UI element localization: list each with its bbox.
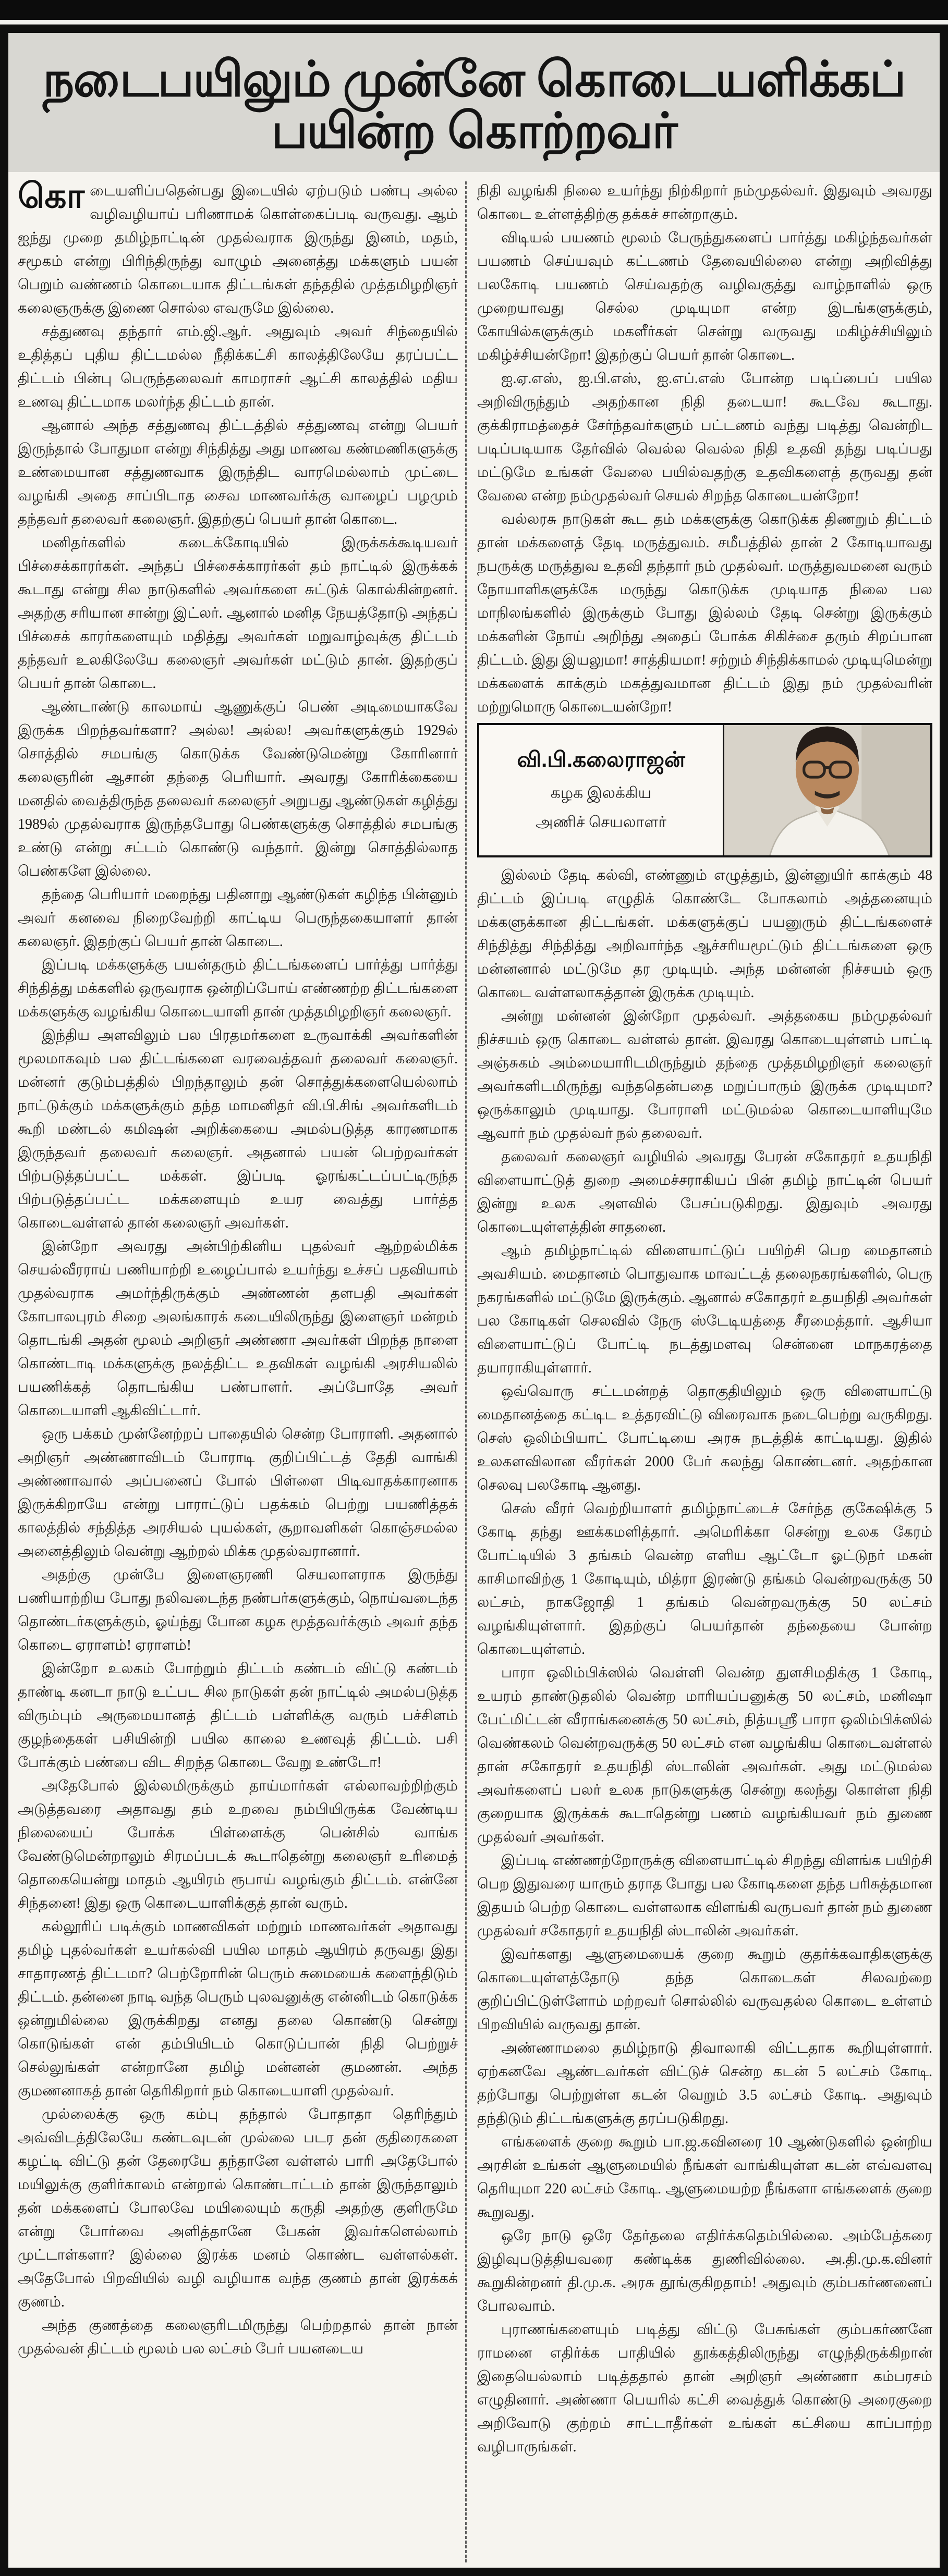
paragraph: அதேபோல் இல்லமிருக்கும் தாய்மார்கள் எல்லாவற்றிற்கும் அடுத்தவரை அதாவது தம் உறவை நம்பியிருக்க வேண்டிய நிலையைப் போக்க பிள்ளைக்கு பென்சில் வாங்க வேண்டுமென்றாலும் சிரமப்படக் கூடாதென்று கலைஞர் உரிமைத் தொகையென்று மாதம் ஆயிரம் ரூபாய் வழங்கும் திட்டம். என்னே சிந்தனை! இது ஒரு கொடையாளிக்குத் தான் வரும். [18, 1778, 458, 1912]
dropcap: கொ [18, 179, 85, 216]
paragraph: இன்றோ உலகம் போற்றும் திட்டம் கண்டம் விட்டு கண்டம் தாண்டி கனடா நாடு உட்பட சில நாடுகள் தன் நாட்டில் அமல்படுத்த விரும்பும் அருமையானத் திட்டம் பள்ளிக்கு வரும் பச்சிளம் குழந்தைகள் பசியின்றி பயில காலை உணவுத் திட்டம். பசி போக்கும் பண்பை விட சிறந்த கொடை வேறு உண்டோ! [18, 1661, 458, 1771]
article-frame [0, 24, 948, 2576]
top-band [0, 0, 948, 20]
paragraph: ஆனால் அந்த சத்துணவு திட்டத்தில் சத்துணவு என்று பெயர் இருந்தால் போதுமா என்று சிந்தித்து அது மாணவ கண்மணிகளுக்கு உண்மையான சத்துணவாக இருந்திட வாரமெல்லாம் முட்டை வழங்கி அதை சாப்பிடாத சைவ மாணவர்க்கு வாழைப் பழமும் தந்தவர் தலைவர் கலைஞர். இதற்குப் பெயர் தான் கொடை. [18, 418, 458, 528]
paragraph: எங்களைக் குறை கூறும் பா.ஜ.கவினரை 10 ஆண்டுகளில் ஒன்றிய அரசின் உங்கள் ஆளுமையில் நீங்கள் வாங்கியுள்ள கடன் எவ்வளவு தெரியுமா 220 லட்சம் கோடி. ஆளுமையற்ற நீங்களா எங்களைக் குறை கூறுவது. [477, 2134, 932, 2221]
paragraph: ஒவ்வொரு சட்டமன்றத் தொகுதியிலும் ஒரு விளையாட்டு மைதானத்தை கட்டிட உத்தரவிட்டு விரைவாக நடைபெற்று வருகிறது. செஸ் ஒலிம்பியாட் போட்டியை அரசு நடத்திக் காட்டியது. இதில் உலகளவிலான வீரர்கள் 2000 பேர் கலந்து கொண்டனர். அதற்கான செலவு பலகோடி ஆனது. [477, 1383, 932, 1494]
top-separator-line [0, 20, 948, 24]
paragraph: அதற்கு முன்பே இளைஞரணி செயலாளராக இருந்து பணியாற்றிய போது நலிவடைந்த நண்பர்களுக்கும், நொய்வடைந்த தொண்டர்களுக்கும், ஓய்ந்து போன கழக மூத்தவர்க்கும் அவர் தந்த கொடை ஏராளம்! ஏராளம்! [18, 1567, 458, 1654]
paragraph: கல்லூரிப் படிக்கும் மாணவிகள் மற்றும் மாணவர்கள் அதாவது தமிழ் புதல்வர்கள் உயர்கல்வி பயில மாதம் ஆயிரம் தருவது இது சாதாரணத் திட்டமா? பெற்றோரின் பெரும் சுமையைக் களைந்திடும் திட்டம். தன்னை நாடி வந்த பெரும் புலவனுக்கு என்னிடம் கொடுக்க ஒன்றுமில்லை இருக்கிறது எனது தலை கொண்டு சென்று கொடுங்கள் என் தம்பியிடம் கொடுப்பான் நிதி பெற்றுச் செல்லுங்கள் என்றானே தமிழ் மன்னன் குமணன். அந்த குமணனாகத் தான் தெரிகிறார் நம் கொடையாளி முதல்வர். [18, 1919, 458, 2100]
article-body [8, 172, 940, 2568]
author-role-line1: கழக இலக்கிய [550, 784, 652, 802]
paragraph: ஒரே நாடு ஒரே தேர்தலை எதிர்க்கதெம்பில்லை. அம்பேத்கரை இழிவுபடுத்தியவரை கண்டிக்க துணிவில்லை. அ.தி.மு.க.வினர் கூறுகின்றனர் தி.மு.க. அரசு தூங்குகிறதாம்! அதுவும் கும்பகர்ணனைப் போலவாம். [477, 2228, 932, 2315]
paragraph: தந்தை பெரியார் மறைந்து பதினாறு ஆண்டுகள் கழிந்த பின்னும் அவர் கனவை நிறைவேற்றி காட்டிய பெருந்தகையாளர் தான் கலைஞர். இதற்குப் பெயர் தான் கொடை. [18, 887, 458, 950]
paragraph: விடியல் பயணம் மூலம் பேருந்துகளைப் பார்த்து மகிழ்ந்தவர்கள் பயணம் செய்யவும் கட்டணம் தேவையில்லை என்று அறிவித்து பலகோடி பயணம் செய்வதற்கு வழிவகுத்து வாழ்நாளில் ஒரு முறையாவது செல்ல முடியுமா என்ற இடங்களுக்கும், கோயில்களுக்கும் மகளீர்கள் சென்று வருவது மகிழ்ச்சியிலும் மகிழ்ச்சியன்றோ! இதற்குப் பெயர் தான் கொடை. [477, 230, 932, 364]
author-photo [724, 725, 930, 855]
paragraph: புராணங்களையும் படித்து விட்டு பேசுங்கள் கும்பகர்ணனே ராமனை எதிர்க்க பாதியில் தூக்கத்திலிருந்து எழுந்திருக்கிறான் இதையெல்லாம் படித்ததால் தான் அறிஞர் அண்ணா கம்பரசம் எழுதினார். அண்ணா பெயரில் கட்சி வைத்துக் கொண்டு அரைகுறை அறிவோடு குற்றம் சாட்டாதீர்கள் உங்கள் கட்சியை காப்பாற்ற வழிபாருங்கள். [477, 2322, 932, 2456]
author-role-line2: அணிச் செயலாளர் [536, 813, 667, 831]
author-photo-illustration [724, 725, 930, 855]
paragraph: ஒரு பக்கம் முன்னேற்றப் பாதையில் சென்ற போராளி. அதனால் அறிஞர் அண்ணாவிடம் போராடி குறிப்பிட்டத் தேதி வாங்கி அண்ணாவால் அப்பனைப் போல் பிள்ளை பிடிவாதக்காரனாக இருக்கிறாயே என்று பாராட்டுப் பதக்கம் பெற்று பயணித்தக் காலத்தில் சந்தித்த அரசியல் புயல்கள், சூறாவளிகள் கொஞ்சமல்ல அனைத்திலும் வென்று ஆற்றல் மிக்க முதல்வரானார். [18, 1426, 458, 1560]
headline: நடைபயிலும் முன்னே கொடையளிக்கப் பயின்ற கொற்றவர் [8, 33, 940, 172]
paragraph: ஐ.ஏ.எஸ், ஐ.பி.எஸ், ஐ.எப்.எஸ் போன்ற படிப்பைப் பயில அறிவிருந்தும் அதற்கான நிதி தடையா! கூடவே கூடாது. குக்கிராமத்தைச் சேர்ந்தவர்களும் பட்டணம் வந்து படித்து வென்றிட படிப்படியாக தேர்வில் வெல்ல வெல்ல நிதி உதவி தந்து படிப்பது மட்டுமே உங்கள் வேலை பயில்வதற்கு உதவிகளைத் தருவது தன் வேலை என்ற நம்முதல்வர் செயல் சிறந்த கொடையன்றோ! [477, 371, 932, 505]
paragraph: பாரா ஒலிம்பிக்ஸில் வெள்ளி வென்ற துளசிமதிக்கு 1 கோடி, உயரம் தாண்டுதலில் வென்ற மாரியப்பனுக்கு 50 லட்சம், மனிஷா பேட்மிட்டன் வீராங்கனைக்கு 50 லட்சம், நித்யஸ்ரீ பாரா ஒலிம்பிக்ஸில் வெண்கலம் வென்றவருக்கு 50 லட்சம் என வழங்கிய கொடைவள்ளல் தான் சகோதரர் உதயநிதி ஸ்டாலின் அவர்கள். அது மட்டுமல்ல அவர்களைப் பலர் உலக நாடுகளுக்கு சென்று கலந்து கொள்ள நிதி குறையாக இருக்கக் கூடாதென்று பணம் வழங்கியவர் நம் துணை முதல்வர் அவர்கள். [477, 1665, 932, 1846]
paragraph: இப்படி எண்ணற்றோருக்கு விளையாட்டில் சிறந்து விளங்க பயிற்சி பெற இதுவரை யாரும் தராத போது பல கோடிகளை தந்த பரிசுத்தமான இதயம் பெற்ற கொடை வள்ளலாக விளங்கி வருபவர் தான் நம் துணை முதல்வர் சகோதரர் உதயநிதி ஸ்டாலின் அவர்கள். [477, 1853, 932, 1940]
paragraph: முல்லைக்கு ஒரு கம்பு தந்தால் போதாதா தெரிந்தும் அவ்விடத்திலேயே கண்டவுடன் முல்லை படர தன் குதிரைகளை கழட்டி விட்டு தன் தேரையே தந்தானே வள்ளல் பாரி அதேபோல் மயிலுக்கு குளிர்காலம் என்றால் கொண்டாட்டம் தான் இருந்தாலும் தன் மக்களைப் போலவே மயிலையும் கருதி அதற்கு குளிருமே என்று போர்வை அளித்தானே பேகன் இவர்களெல்லாம் முட்டாள்களா? இல்லை இரக்க மனம் கொண்ட வள்ளல்கள். அதேபோல் பிறவியில் வழி வழியாக வந்த குணம் தான் இரக்கக் குணம். [18, 2106, 458, 2311]
paragraph: அண்ணாமலை தமிழ்நாடு திவாலாகி விட்டதாக கூறியுள்ளார். ஏற்கனவே ஆண்டவர்கள் விட்டுச் சென்ற கடன் 5 லட்சம் கோடி. தற்போது பெற்றுள்ள கடன் வெறும் 3.5 லட்சம் கோடி. அதுவும் தந்திடும் திட்டங்களுக்கு தரப்படுகிறது. [477, 2040, 932, 2127]
paragraph: இந்திய அளவிலும் பல பிரதமர்களை உருவாக்கி அவர்களின் மூலமாகவும் பல திட்டங்களை வரவைத்தவர் தலைவர் கலைஞர். மன்னர் குடும்பத்தில் பிறந்தாலும் தன் சொத்துக்களையெல்லாம் நாட்டுக்கும் மக்களுக்கும் தந்த மாமனிதர் வி.பி.சிங் அவர்களிடம் கூறி மண்டல் கமிஷன் அறிக்கையை அமல்படுத்த காரணமாக இருந்தவர் தலைவர் கலைஞர். அதனால் பயன் பெற்றவர்கள் பிற்படுத்தப்பட்ட மக்கள். இப்படி ஓரங்கட்டப்பட்டிருந்த பிற்படுத்தப்பட்ட மக்களையும் உயர வைத்து பார்த்த கொடைவள்ளல் தான் கலைஞர் அவர்கள். [18, 1027, 458, 1232]
author-name: வி.பி.கலைராஜன் [517, 747, 685, 771]
paragraph: ஆம் தமிழ்நாட்டில் விளையாட்டுப் பயிற்சி பெற மைதானம் அவசியம். மைதானம் பொதுவாக மாவட்டத் தலைநகரங்களில், பெரு நகரங்களில் மட்டுமே இருக்கும். ஆனால் சகோதரர் உதயநிதி அவர்கள் பல கோடிகள் செலவில் நேரு ஸ்டேடியத்தை சீரமைத்தார். ஆசியா விளையாட்டுப் போட்டி நடத்துமளவு சென்னை மாநகரத்தை தயாராகியுள்ளார். [477, 1243, 932, 1377]
lead-paragraph-text: டையளிப்பதென்பது இடையில் ஏற்படும் பண்பு அல்ல வழிவழியாய் பரிணாமக் கொள்கைப்படி வருவது. ஆம் ஐந்து முறை தமிழ்நாட்டின் முதல்வராக இருந்து இனம், மதம், சமூகம் என்று பிரிந்திருந்து வாழும் அனைத்து மக்களும் பயன் பெறும் வண்ணம் கொடையாக திட்டங்கள் தந்ததில் முத்தமிழறிஞர் கலைஞருக்கு இணை சொல்ல எவருமே இல்லை. [18, 183, 458, 317]
byline-info [479, 725, 724, 855]
paragraph: நிதி வழங்கி நிலை உயர்ந்து நிற்கிறார் நம்முதல்வர். இதுவும் அவரது கொடை உள்ளத்திற்கு தக்கச் சான்றாகும். [477, 183, 932, 223]
right-column [468, 179, 932, 2568]
left-column [18, 179, 464, 2568]
paragraph: சத்துணவு தந்தார் எம்.ஜி.ஆர். அதுவும் அவர் சிந்தையில் உதித்தப் புதிய திட்டமல்ல நீதிக்கட்சி காலத்திலேயே தரப்பட்ட திட்டம் பின்பு பெருந்தலைவர் காமராசர் ஆட்சி காலத்தில் மதிய உணவு திட்டமாக மலர்ந்த திட்டம் தான். [18, 324, 458, 411]
lead-paragraph [18, 179, 458, 320]
byline-box [477, 723, 932, 857]
paragraph: இவர்களது ஆளுமையைக் குறை கூறும் குதர்க்கவாதிகளுக்கு கொடையுள்ளத்தோடு தந்த கொடைகள் சிலவற்றை குறிப்பிட்டுள்ளோம் மற்றவர் சொல்லில் வருவதல்ல கொடை உள்ளம் பிறவியில் வருவது தான். [477, 1946, 932, 2033]
paragraph: இல்லம் தேடி கல்வி, எண்ணும் எழுத்தும், இன்னுயிர் காக்கும் 48 திட்டம் இப்படி எழுதிக் கொண்டே போகலாம் அத்தனையும் மக்களுக்கான திட்டங்கள். மக்களுக்குப் பயனுரும் திட்டங்களைச் சிந்தித்து சிந்தித்து அறிவார்ந்த ஆச்சரியமூட்டும் திட்டங்களை ஒரு மன்னனால் மட்டுமே தர முடியும். அந்த மன்னன் நிச்சயம் ஒரு கொடை வள்ளலாகத்தான் இருக்க முடியும். [477, 867, 932, 1001]
paragraph: இன்றோ அவரது அன்பிற்கினிய புதல்வர் ஆற்றல்மிக்க செயல்வீரராய் பணியாற்றி உழைப்பால் உயர்ந்து உச்சப் பதவியாம் முதல்வராக அமர்ந்திருக்கும் அண்ணன் தளபதி அவர்கள் கோபாலபுரம் சிறை அலங்காரக் கடையிலிருந்து இளைஞர் மன்றம் தொடங்கி அதன் மூலம் அறிஞர் அண்ணா அவர்கள் பிறந்த நாளை கொண்டாடி மக்களுக்கு நலத்திட்ட உதவிகள் வழங்கி அரசியலில் பயணிக்கத் தொடங்கிய பண்பாளர். அப்போதே அவர் கொடையாளி ஆகிவிட்டார். [18, 1238, 458, 1419]
paragraph: அன்று மன்னன் இன்றோ முதல்வர். அத்தகைய நம்முதல்வர் நிச்சயம் ஒரு கொடை வள்ளல் தான். இவரது கொடையுள்ளம் பாட்டி அஞ்சுகம் அம்மையாரிடமிருந்தும் தந்தை முத்தமிழறிஞர் கலைஞர் அவர்களிடமிருந்து வந்ததென்பதை மறுப்பாரும் இருக்க முடியுமா? ஒருக்காலும் முடியாது. போராளி மட்டுமல்ல கொடையாளியுமே ஆவார் நம் முதல்வர் நல் தலைவர். [477, 1008, 932, 1142]
paragraph: மனிதர்களில் கடைக்கோடியில் இருக்கக்கூடியவர் பிச்சைக்காரர்கள். அந்தப் பிச்சைக்காரர்கள் தம் நாட்டில் இருக்கக் கூடாது என்று சில நாடுகளில் அவர்களை சுட்டுக் கொல்கின்றனர். அதற்கு சரியான சான்று இட்லர். ஆனால் மனித நேயத்தோடு அந்தப் பிச்சைக் காரர்களையும் மதித்து அவர்கள் மறுவாழ்வுக்கு திட்டம் தந்தவர் உலகிலேயே கலைஞர் அவர்கள் மட்டும் தான். இதற்குப் பெயர் தான் கொடை. [18, 535, 458, 692]
paragraph: செஸ் வீரர் வெற்றியாளர் தமிழ்நாட்டைச் சேர்ந்த குகேஷிக்கு 5 கோடி தந்து ஊக்கமளித்தார். அமெரிக்கா சென்று உலக கேரம் போட்டியில் 3 தங்கம் வென்ற எளிய ஆட்டோ ஓட்டுநர் மகன் காசிமாவிற்கு 1 கோடியும், மித்ரா இரண்டு தங்கம் வென்றவருக்கு 50 லட்சம், நாகஜோதி 1 தங்கம் வென்றவருக்கு 50 லட்சம் வழங்கியுள்ளார். இதற்குப் பெயர்தான் தந்தையை போன்ற கொடையுள்ளம். [477, 1501, 932, 1658]
paragraph: வல்லரசு நாடுகள் கூட தம் மக்களுக்கு கொடுக்க திணறும் திட்டம் தான் மக்களைத் தேடி மருத்துவம். சமீபத்தில் தான் 2 கோடியாவது நபருக்கு மருத்துவ உதவி தந்தார் நம் முதல்வர். மருத்துவமனை வரும் நோயாளிகளுக்கே மருந்து கொடுக்க முடியாத நிலை பல மாநிலங்களில் இருக்கும் போது இல்லம் தேடி சென்று இருக்கும் மக்களின் நோய் அறிந்து அதைப் போக்க சிகிச்சை தரும் சிறப்பான திட்டம். இது இயலுமா! சாத்தியமா! சற்றும் சிந்திக்காமல் முடியுமென்று மக்களைக் காக்கும் மகத்துவமான திட்டம் இது நம் முதல்வரின் மற்றுமொரு கொடையன்றோ! [477, 511, 932, 716]
column-divider [465, 181, 467, 2562]
paragraph: இப்படி மக்களுக்கு பயன்தரும் திட்டங்களைப் பார்த்து பார்த்து சிந்தித்து மக்களில் ஒருவராக ஒன்றிப்போய் எண்ணற்ற திட்டங்களை மக்களுக்கு வழங்கிய கொடையாளி தான் முத்தமிழறிஞர் கலைஞர். [18, 957, 458, 1021]
paragraph: அந்த குணத்தை கலைஞரிடமிருந்து பெற்றதால் தான் நான் முதல்வன் திட்டம் மூலம் பல லட்சம் பேர் பயனடைய [18, 2317, 458, 2358]
paragraph: ஆண்டாண்டு காலமாய் ஆணுக்குப் பெண் அடிமையாகவே இருக்க பிறந்தவர்களா? அல்ல! அல்ல! அவர்களுக்கும் 1929ல் சொத்தில் சமபங்கு கொடுக்க வேண்டுமென்று கோரினார் கலைஞரின் ஆசான் தந்தை பெரியார். அவரது கோரிக்கையை மனதில் வைத்திருந்த தலைவர் கலைஞர் அறுபது ஆண்டுகள் கழித்து 1989ல் முதல்வராக இருந்தபோது பெண்களுக்கு சொத்தில் சமபங்கு உண்டு என்று சட்டம் கொண்டு வந்தார். இன்று சொத்தில்லாத பெண்களே இல்லை. [18, 699, 458, 880]
paragraph: தலைவர் கலைஞர் வழியில் அவரது பேரன் சகோதரர் உதயநிதி விளையாட்டுத் துறை அமைச்சராகியப் பின் தமிழ் நாட்டின் பெயர் இன்று உலக அளவில் பேசப்படுகிறது. இதுவும் அவரது கொடையுள்ளத்தின் சாதனை. [477, 1149, 932, 1236]
